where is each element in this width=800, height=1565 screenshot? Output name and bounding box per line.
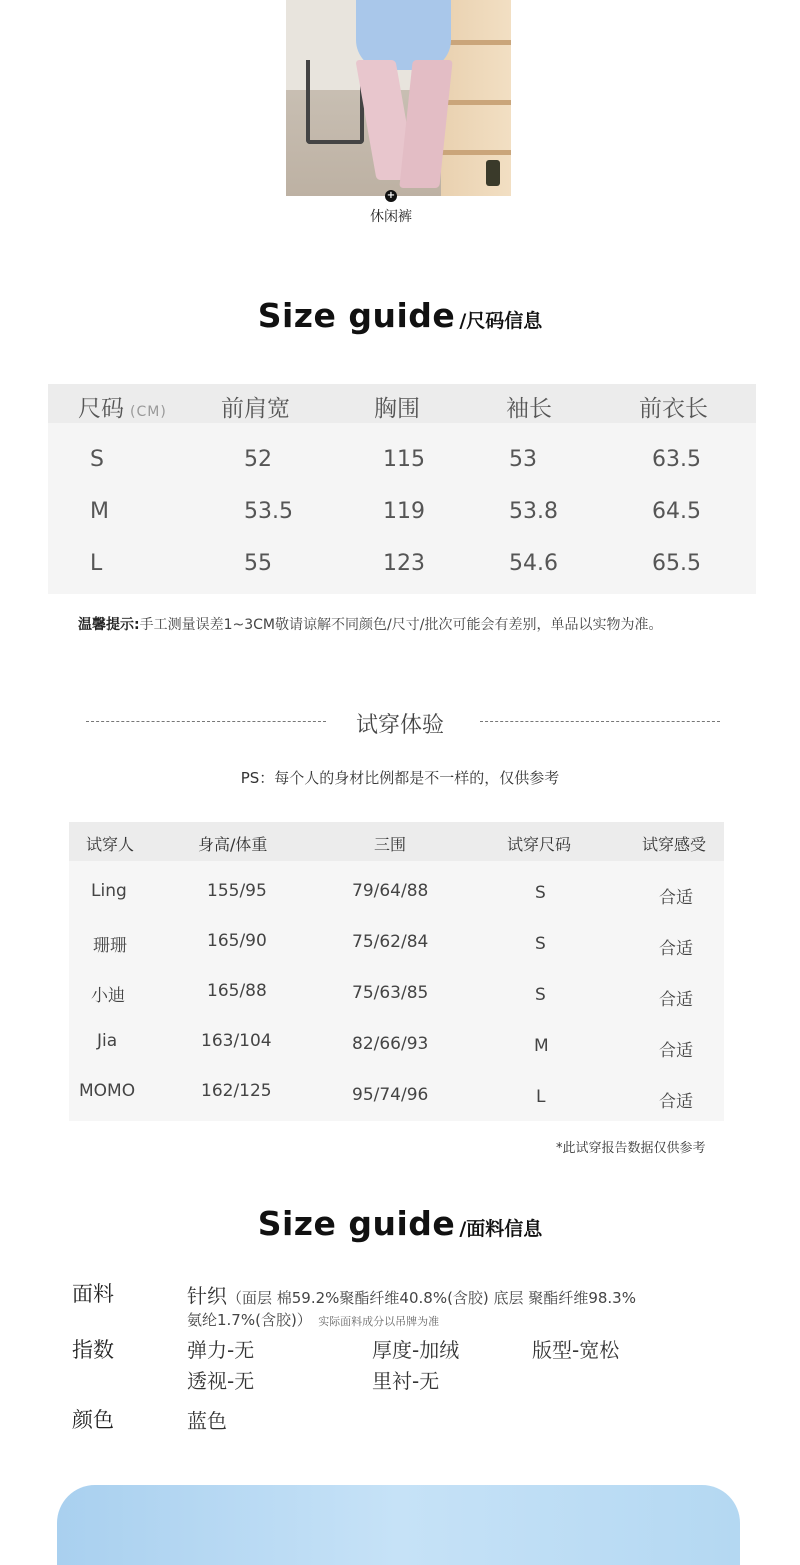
fabric-detail-2: 氨纶1.7%(含胶)）: [187, 1311, 312, 1329]
table-cell: 合适: [659, 939, 693, 959]
table-cell: 165/90: [207, 931, 267, 951]
table-cell: 82/66/93: [352, 1034, 429, 1054]
fabric-line-1: [187, 1280, 636, 1309]
table-cell: 65.5: [652, 551, 701, 576]
table-cell: M: [534, 1036, 549, 1056]
table-cell: Ling: [91, 881, 127, 901]
fabric-detail-1: （面层 棉59.2%聚酯纤维40.8%(含胶) 底层 聚酯纤维98.3%: [227, 1289, 636, 1307]
header-tester: 试穿人: [86, 835, 135, 854]
size-guide-title-en: Size guide: [257, 296, 456, 335]
index-transparency: 透视-无: [187, 1369, 255, 1393]
table-cell: 54.6: [509, 551, 558, 576]
trial-table-body: [69, 861, 724, 1121]
table-cell: MOMO: [79, 1081, 136, 1101]
trial-title: 试穿体验: [355, 713, 444, 738]
table-cell: S: [535, 934, 546, 954]
header-length: 前衣长: [639, 396, 708, 422]
table-cell: 119: [383, 499, 425, 524]
table-cell: 合适: [659, 888, 693, 908]
color-label: 颜色: [72, 1408, 114, 1432]
fabric-label: 面料: [72, 1282, 114, 1306]
header-size: 尺码 (CM): [78, 396, 167, 422]
trial-section-title: [0, 708, 800, 738]
tip-text: 手工测量误差1~3CM敬请谅解不同颜色/尺寸/批次可能会有差别，单品以实物为准。: [139, 617, 663, 633]
table-cell: 53: [509, 447, 537, 472]
color-value: 蓝色: [187, 1409, 227, 1433]
table-cell: 63.5: [652, 447, 701, 472]
unit-label: (CM): [130, 404, 167, 420]
size-table-header: [48, 384, 756, 423]
table-cell: 162/125: [201, 1081, 272, 1101]
table-cell: 64.5: [652, 499, 701, 524]
table-cell: 75/63/85: [352, 983, 429, 1003]
product-caption: 休闲裤: [370, 209, 412, 225]
index-elasticity: 弹力-无: [187, 1338, 255, 1362]
table-cell: 合适: [659, 1041, 693, 1061]
size-table-body: [48, 423, 756, 594]
plus-icon[interactable]: +: [386, 190, 396, 201]
trial-note: *此试穿报告数据仅供参考: [556, 1141, 706, 1156]
measurement-tip: [78, 614, 662, 634]
table-cell: L: [90, 551, 103, 576]
table-cell: 合适: [659, 1092, 693, 1112]
header-chest: 胸围: [374, 396, 420, 422]
table-cell: M: [90, 499, 109, 524]
header-height-weight: 身高/体重: [198, 835, 268, 854]
fabric-guide-title-cn: /面料信息: [459, 1218, 543, 1240]
fabric-guide-title-en: Size guide: [257, 1204, 456, 1243]
table-cell: 165/88: [207, 981, 267, 1001]
next-image-preview: [57, 1485, 740, 1565]
tip-label: 温馨提示:: [78, 617, 140, 633]
product-photo: [286, 0, 511, 196]
header-measurements: 三围: [374, 835, 407, 854]
trial-ps: PS：每个人的身材比例都是不一样的，仅供参考: [240, 769, 560, 787]
table-cell: 79/64/88: [352, 881, 429, 901]
table-cell: 53.5: [244, 499, 293, 524]
table-cell: 珊珊: [93, 936, 127, 956]
table-cell: 小迪: [91, 986, 125, 1006]
header-feeling: 试穿感受: [642, 835, 707, 854]
table-cell: Jia: [97, 1031, 118, 1051]
header-sleeve: 袖长: [506, 396, 552, 422]
table-cell: 163/104: [201, 1031, 272, 1051]
fabric-main: 针织: [187, 1284, 227, 1308]
table-cell: S: [535, 883, 546, 903]
table-cell: 95/74/96: [352, 1085, 429, 1105]
divider-right: [480, 721, 720, 722]
header-trial-size: 试穿尺码: [507, 835, 572, 854]
index-thickness: 厚度-加绒: [372, 1338, 460, 1362]
table-cell: 115: [383, 447, 425, 472]
fabric-guide-title: [0, 1204, 800, 1243]
table-cell: 75/62/84: [352, 932, 429, 952]
table-cell: 53.8: [509, 499, 558, 524]
header-shoulder: 前肩宽: [221, 396, 290, 422]
fabric-note: 实际面料成分以吊牌为准: [318, 1315, 440, 1328]
table-cell: S: [535, 985, 546, 1005]
divider-left: [86, 721, 326, 722]
table-cell: 55: [244, 551, 272, 576]
table-cell: 合适: [659, 990, 693, 1010]
index-label: 指数: [72, 1338, 114, 1362]
fabric-line-2: [187, 1306, 439, 1330]
size-guide-title-cn: /尺码信息: [459, 310, 543, 332]
table-cell: 123: [383, 551, 425, 576]
table-cell: 52: [244, 447, 272, 472]
table-cell: 155/95: [207, 881, 267, 901]
size-guide-title: [0, 296, 800, 335]
table-cell: L: [536, 1087, 546, 1107]
index-lining: 里衬-无: [372, 1369, 440, 1393]
index-fit: 版型-宽松: [532, 1338, 620, 1362]
table-cell: S: [90, 447, 104, 472]
trial-table-header: [69, 822, 724, 861]
